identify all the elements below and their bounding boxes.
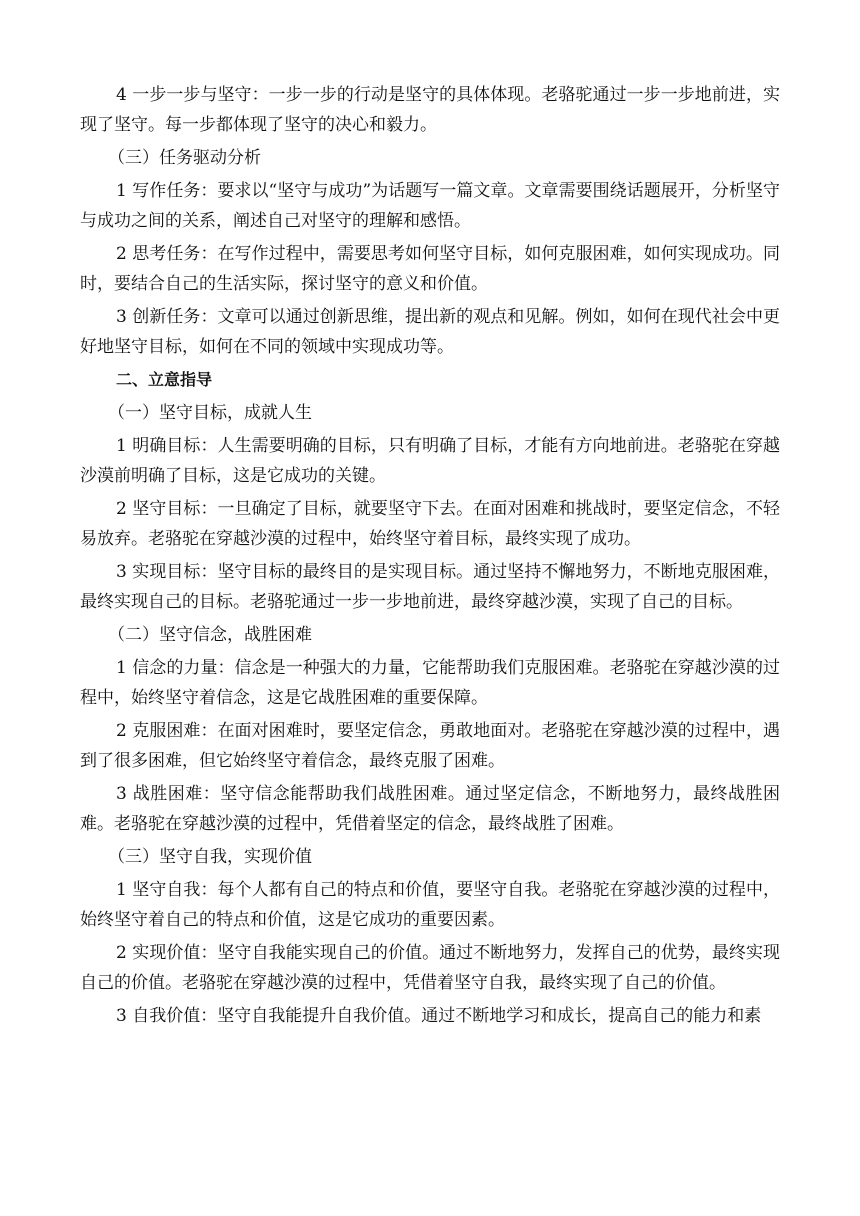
paragraph-step-by-step: 4 一步一步与坚守：一步一步的行动是坚守的具体体现。老骆驼通过一步一步地前进，实现了坚守。每一步都体现了坚守的决心和毅力。 xyxy=(80,85,780,135)
paragraph-clear-goal: 1 明确目标：人生需要明确的目标，只有明确了目标，才能有方向地前进。老骆驼在穿越沙漠前明确了目标，这是它成功的关键。 xyxy=(80,436,780,486)
paragraph-achieve-goal: 3 实现目标：坚守目标的最终目的是实现目标。通过坚持不懈地努力，不断地克服困难，最终实现自己的目标。老骆驼通过一步一步地前进，最终穿越沙漠，实现了自己的目标。 xyxy=(80,562,780,612)
subheading-goal: （一）坚守目标，成就人生 xyxy=(108,403,312,423)
section-heading-guidance: 二、立意指导 xyxy=(116,370,213,389)
paragraph-keep-self: 1 坚守自我：每个人都有自己的特点和价值，要坚守自我。老骆驼在穿越沙漠的过程中，始终坚守着自己的特点和价值，这是它成功的重要因素。 xyxy=(80,880,780,930)
subheading-belief: （二）坚守信念，战胜困难 xyxy=(108,625,312,645)
paragraph-power-of-belief: 1 信念的力量：信念是一种强大的力量，它能帮助我们克服困难。老骆驼在穿越沙漠的过程中，始终坚守着信念，这是它战胜困难的重要保障。 xyxy=(80,658,780,708)
paragraph-thinking-task: 2 思考任务：在写作过程中，需要思考如何坚守目标，如何克服困难，如何实现成功。同时，要结合自己的生活实际，探讨坚守的意义和价值。 xyxy=(80,244,780,294)
paragraph-realize-value: 2 实现价值：坚守自我能实现自己的价值。通过不断地努力，发挥自己的优势，最终实现自己的价值。老骆驼在穿越沙漠的过程中，凭借着坚守自我，最终实现了自己的价值。 xyxy=(80,943,780,993)
paragraph-self-value: 3 自我价值：坚守自我能提升自我价值。通过不断地学习和成长，提高自己的能力和素 xyxy=(116,1006,762,1026)
subheading-self: （三）坚守自我，实现价值 xyxy=(108,847,312,867)
document-page xyxy=(80,80,780,1034)
paragraph-writing-task: 1 写作任务：要求以“坚守与成功”为话题写一篇文章。文章需要围绕话题展开，分析坚守与成功之间的关系，阐述自己对坚守的理解和感悟。 xyxy=(80,181,780,231)
paragraph-keep-goal: 2 坚守目标：一旦确定了目标，就要坚守下去。在面对困难和挑战时，要坚定信念，不轻易放弃。老骆驼在穿越沙漠的过程中，始终坚守着目标，最终实现了成功。 xyxy=(80,499,780,549)
paragraph-innovation-task: 3 创新任务：文章可以通过创新思维，提出新的观点和见解。例如，如何在现代社会中更好地坚守目标，如何在不同的领域中实现成功等。 xyxy=(80,307,780,357)
paragraph-defeat-difficulty: 3 战胜困难：坚守信念能帮助我们战胜困难。通过坚定信念，不断地努力，最终战胜困难。老骆驼在穿越沙漠的过程中，凭借着坚定的信念，最终战胜了困难。 xyxy=(80,784,780,834)
subheading-task-analysis: （三）任务驱动分析 xyxy=(108,148,261,168)
paragraph-overcome-difficulty: 2 克服困难：在面对困难时，要坚定信念，勇敢地面对。老骆驼在穿越沙漠的过程中，遇到了很多困难，但它始终坚守着信念，最终克服了困难。 xyxy=(80,721,780,771)
